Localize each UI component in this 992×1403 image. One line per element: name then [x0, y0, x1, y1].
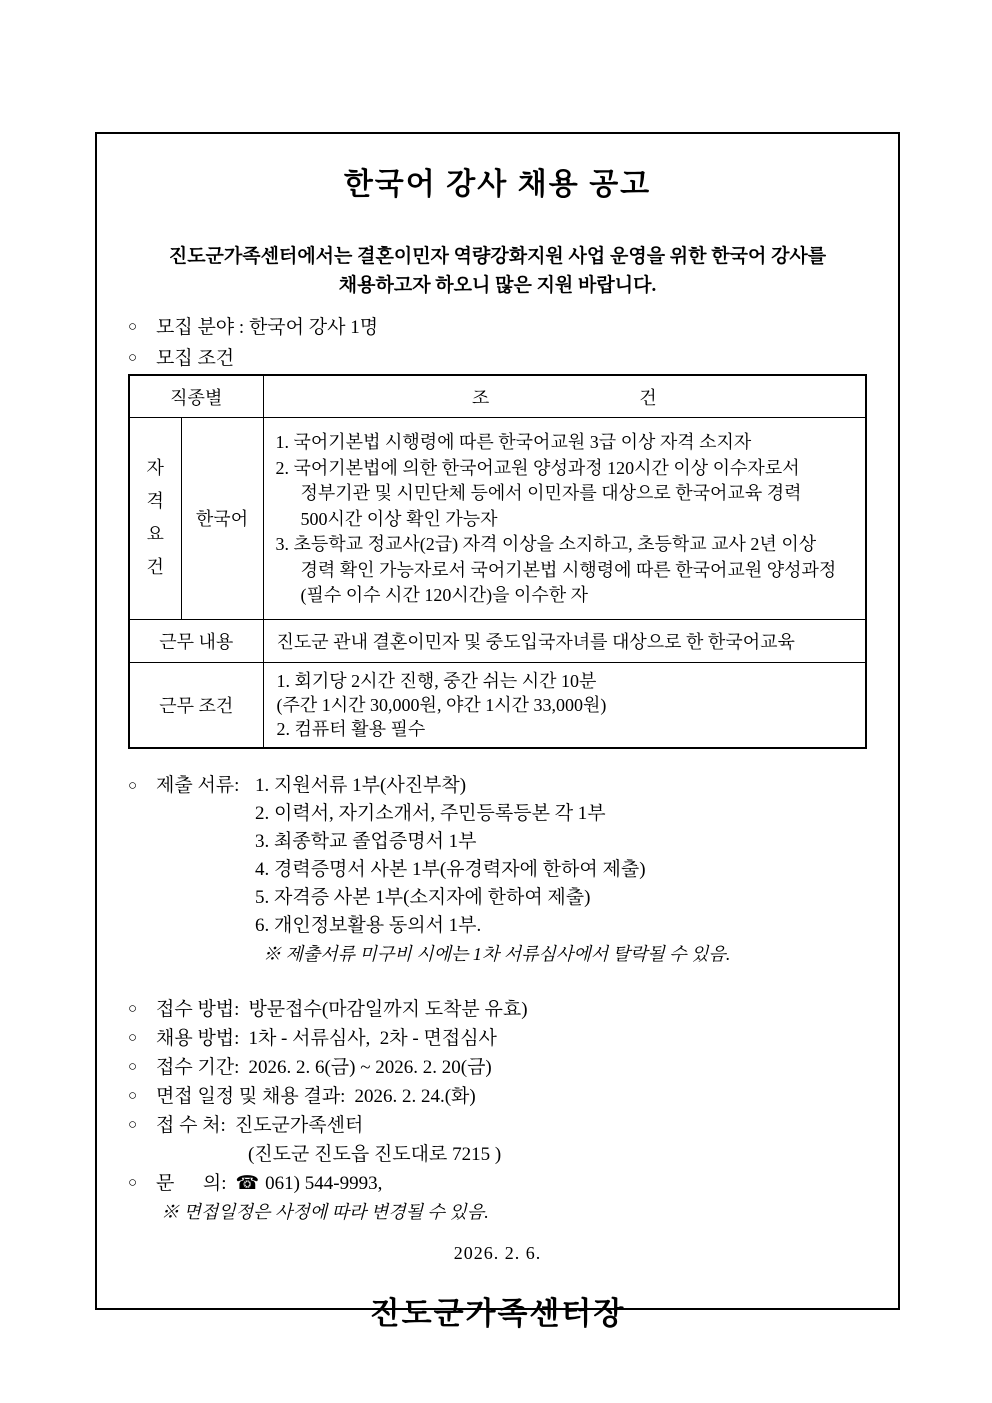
info-line-contact	[128, 1169, 898, 1198]
recruit-condition-text: 모집 조건	[156, 348, 235, 369]
submission-head	[128, 772, 255, 967]
intro-line-2: 채용하고자 하오니 많은 지원 바랍니다.	[338, 275, 657, 296]
circle-bullet-icon: ○	[128, 350, 138, 366]
info-value: 진도군가족센터	[234, 1114, 364, 1136]
info-line-reception-period	[128, 1053, 898, 1082]
header-condition-right: 건	[639, 387, 657, 408]
qualification-label: 자격요건	[146, 458, 164, 578]
header-job-type: 직종별	[129, 375, 263, 418]
document-title: 한국어 강사 채용 공고	[343, 168, 652, 201]
info-value: 2026. 2. 24.(화)	[354, 1085, 476, 1107]
header-condition-left: 조	[471, 387, 490, 408]
info-value: 방문접수(마감일까지 도착분 유효)	[248, 998, 528, 1020]
phone-icon: ☎	[235, 1172, 260, 1194]
info-label: 채용 방법:	[156, 1027, 240, 1049]
info-label: 접 수 처:	[156, 1114, 226, 1136]
submission-item: 1. 지원서류 1부(사진부착)	[255, 774, 467, 796]
info-value: 1차 - 서류심사, 2차 - 면접심사	[248, 1027, 497, 1049]
work-condition-line: 2. 컴퓨터 활용 필수	[276, 718, 426, 739]
circle-bullet-icon: ○	[128, 319, 138, 335]
circle-bullet-icon: ○	[128, 1029, 138, 1046]
work-condition-label-cell: 근무 조건	[129, 662, 263, 748]
qualification-item: 3. 초등학교 정교사(2급) 자격 이상을 소지하고, 초등학교 교사 2년 이상 경력 확인 가능자로서 국어기본법 시행령에 따른 한국어교원 양성과정(필수 이수 시간 120시간)을 이수한 자	[275, 534, 837, 605]
submission-section	[128, 772, 898, 967]
qualification-item: 2. 국어기본법에 의한 한국어교원 양성과정 120시간 이상 이수자로서 정부기관 및 시민단체 등에서 이민자를 대상으로 한국어교육 경력 500시간 이상 확인 가능자	[275, 457, 802, 529]
document-page	[95, 132, 900, 1331]
work-condition-line: 1. 회기당 2시간 진행, 중간 쉬는 시간 10분	[276, 670, 597, 691]
application-info-section	[128, 995, 898, 1227]
circle-bullet-icon: ○	[128, 1058, 138, 1075]
submission-item: 4. 경력증명서 사본 1부(유경력자에 한하여 제출)	[255, 858, 646, 880]
qualification-label-cell	[129, 418, 181, 620]
duty-row	[129, 619, 866, 662]
korean-label-cell: 한국어	[181, 418, 263, 620]
circle-bullet-icon: ○	[128, 1087, 138, 1104]
circle-bullet-icon: ○	[128, 1116, 138, 1133]
info-line-reception-method	[128, 995, 898, 1024]
submission-item: 6. 개인정보활용 동의서 1부.	[255, 914, 482, 936]
info-value: 2026. 2. 6(금) ~ 2026. 2. 20(금)	[248, 1056, 492, 1078]
info-label: 문 의:	[156, 1172, 227, 1194]
recruit-summary	[128, 312, 898, 374]
interview-change-note: ※ 면접일정은 사정에 따라 변경될 수 있음.	[161, 1201, 489, 1222]
submission-note: ※ 제출서류 미구비 시에는 1차 서류심사에서 탈락될 수 있음.	[263, 943, 731, 964]
info-label: 면접 일정 및 채용 결과:	[156, 1085, 346, 1107]
circle-bullet-icon: ○	[128, 1174, 138, 1191]
conditions-table	[128, 374, 867, 749]
submission-label: 제출 서류:	[156, 774, 240, 796]
qualification-item: 1. 국어기본법 시행령에 따른 한국어교원 3급 이상 자격 소지자	[275, 432, 752, 452]
recruit-field-text: 모집 분야 : 한국어 강사 1명	[156, 317, 379, 338]
table-header-row	[129, 375, 866, 418]
info-label: 접수 방법:	[156, 998, 240, 1020]
intro-line-1: 진도군가족센터에서는 결혼이민자 역량강화지원 사업 운영을 위한 한국어 강사를	[168, 246, 827, 267]
header-condition	[263, 375, 866, 418]
submission-items	[255, 772, 730, 967]
qualification-row	[129, 418, 866, 620]
circle-bullet-icon: ○	[128, 1000, 138, 1017]
info-label: 접수 기간:	[156, 1056, 240, 1078]
submission-item: 2. 이력서, 자기소개서, 주민등록등본 각 1부	[255, 802, 606, 824]
work-condition-content-cell	[263, 662, 866, 748]
info-line-hiring-method	[128, 1024, 898, 1053]
info-line-reception-place	[128, 1111, 898, 1140]
recruit-field-line	[128, 312, 898, 343]
intro-paragraph	[125, 242, 870, 300]
phone-number: 061) 544-9993,	[265, 1172, 383, 1194]
submission-item: 5. 자격증 사본 1부(소지자에 한하여 제출)	[255, 886, 591, 908]
duty-label-cell: 근무 내용	[129, 619, 263, 662]
reception-address: (진도군 진도읍 진도대로 7215 )	[248, 1143, 502, 1165]
issuer-signature: 진도군가족센터장	[369, 1295, 626, 1331]
qualification-content-cell	[263, 418, 866, 620]
recruit-condition-line	[128, 343, 898, 374]
issue-date: 2026. 2. 6.	[453, 1242, 542, 1263]
duty-content-cell: 진도군 관내 결혼이민자 및 중도입국자녀를 대상으로 한 한국어교육	[263, 619, 866, 662]
work-condition-row	[129, 662, 866, 748]
submission-item: 3. 최종학교 졸업증명서 1부	[255, 830, 477, 852]
info-line-interview-schedule	[128, 1082, 898, 1111]
circle-bullet-icon: ○	[128, 777, 138, 794]
work-condition-line: (주간 1시간 30,000원, 야간 1시간 33,000원)	[276, 694, 607, 715]
